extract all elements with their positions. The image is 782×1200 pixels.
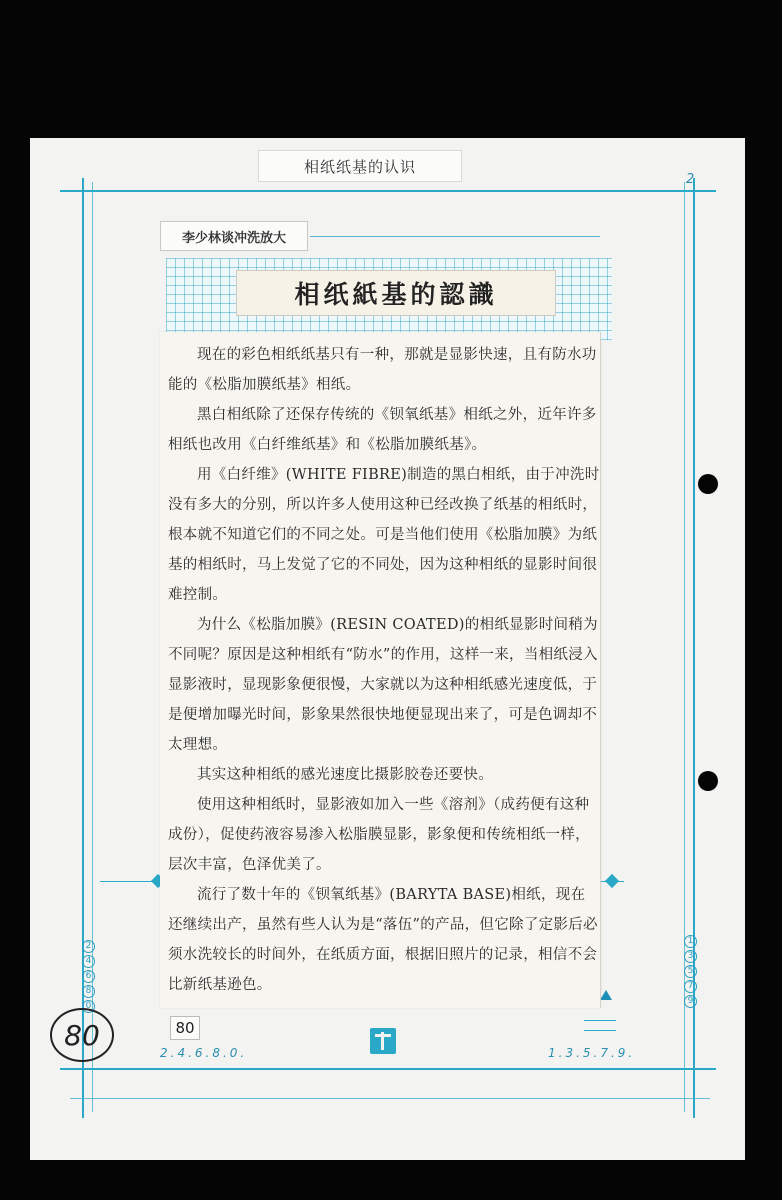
circled-number: 9: [684, 995, 697, 1008]
circled-number: 2: [82, 940, 95, 953]
guide-line-bottom: [60, 1068, 716, 1070]
punch-hole-top: [698, 474, 718, 494]
left-circled-numbers: [82, 940, 95, 1015]
series-label: 李少林谈冲洗放大: [160, 221, 308, 251]
small-box-mark: [584, 1030, 616, 1031]
circled-number: 7: [684, 980, 697, 993]
article-paragraph: 黑白相纸除了还保存传统的《钡氧纸基》相纸之外，近年许多相纸也改用《白纤维纸基》和《松脂加膜纸基》。: [168, 407, 597, 453]
guide-line-series: [310, 236, 600, 237]
circled-number: 0: [82, 1000, 95, 1013]
circled-number: 4: [82, 955, 95, 968]
article-clipping: [160, 332, 601, 1008]
seal-stamp-icon: [370, 1028, 396, 1054]
small-box-mark: [584, 1020, 616, 1021]
left-number-series: 2.4.6.8.0.: [160, 1046, 248, 1060]
circled-number: 8: [82, 985, 95, 998]
punch-hole-bottom: [698, 771, 718, 791]
circled-number: 1: [684, 935, 697, 948]
right-circled-numbers: [684, 935, 697, 1010]
article-paragraph: 现在的彩色相纸纸基只有一种，那就是显影快速，且有防水功能的《松脂加膜纸基》相纸。: [168, 347, 597, 393]
right-number-series: 1.3.5.7.9.: [548, 1046, 636, 1060]
circled-number: 6: [82, 970, 95, 983]
handwritten-page-circle: 80: [50, 1008, 114, 1062]
article-paragraph: 为什么《松脂加膜》(RESIN COATED)的相纸显影时间稍为不同呢？原因是这种相纸有“防水”的作用，这样一来，当相纸浸入显影液时，显现影象便很慢，大家就以为这种相纸感光速度低，于是便增加曝光时间，影象果然很快地便显现出来了，可是色调却不太理想。: [168, 617, 598, 753]
article-paragraph: 流行了数十年的《钡氧纸基》(BARYTA BASE)相纸，现在还继续出产，虽然有些人认为是“落伍”的产品，但它除了定影后必须水洗较长的时间外，在纸质方面，根据旧照片的记录，相信不会比新纸基逊色。: [168, 887, 598, 993]
article-paragraph: 用《白纤维》(WHITE FIBRE)制造的黑白相纸，由于冲洗时没有多大的分别，所以许多人使用这种已经改换了纸基的相纸时，根本就不知道它们的不同之处。可是当他们使用《松脂加膜》为纸基的相纸时，马上发觉了它的不同处，因为这种相纸的显影时间很难控制。: [168, 467, 600, 603]
page-number: 80: [170, 1016, 200, 1040]
guide-line-top: [60, 190, 716, 192]
corner-triangle-mark: [600, 990, 612, 1000]
article-paragraph: 使用这种相纸时，显影液如加入一些《溶剂》（成药便有这种成份），促使药液容易渗入松脂膜显影，影象便和传统相纸一样，层次丰富，色泽优美了。: [168, 797, 590, 873]
circled-number: 5: [684, 965, 697, 978]
article-title: 相纸紙基的認識: [236, 270, 556, 316]
section-label: 相纸纸基的认识: [258, 150, 462, 182]
guide-line-bottom-inner: [70, 1098, 710, 1099]
article-paragraph: 其实这种相纸的感光速度比摄影胶卷还要快。: [197, 767, 493, 783]
corner-mark: 2: [686, 172, 698, 187]
circled-number: 3: [684, 950, 697, 963]
